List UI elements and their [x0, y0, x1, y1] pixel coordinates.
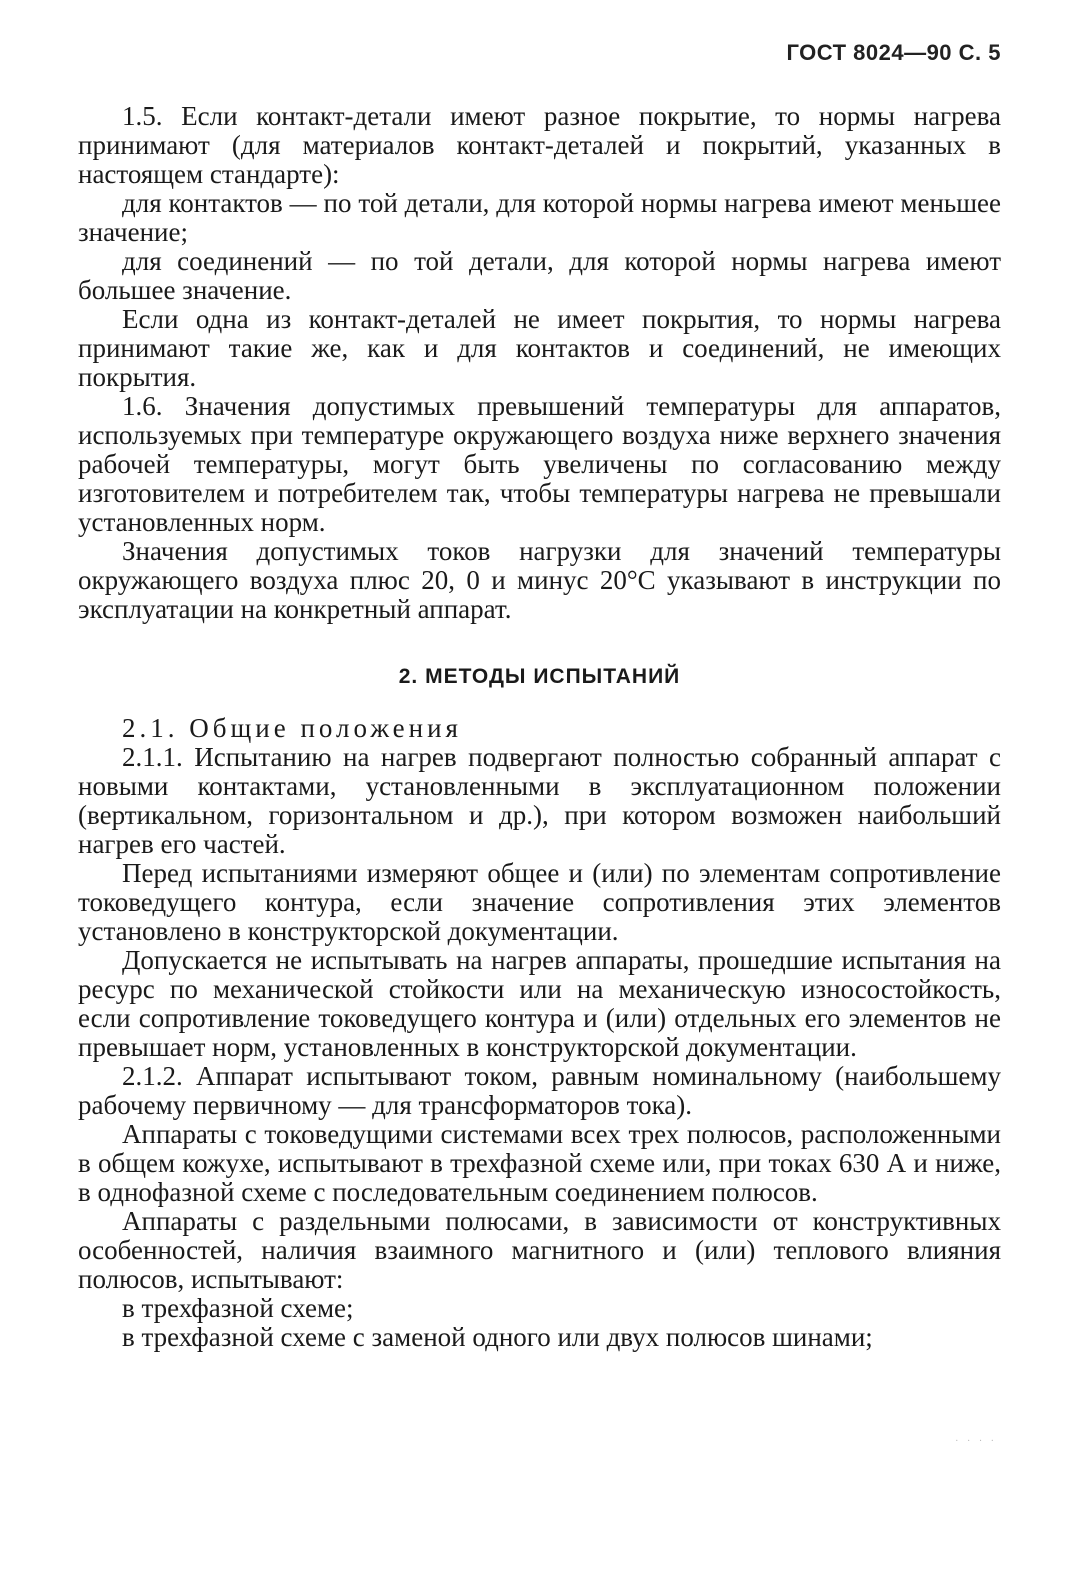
- paragraph: для соединений — по той детали, для которой нормы нагрева имеют большее значение.: [78, 246, 1001, 305]
- paragraph: 2.1.2. Аппарат испытывают током, равным номинальному (наибольшему рабочему первичному — для трансформаторов тока).: [78, 1061, 1001, 1120]
- paragraph: Аппараты с токоведущими системами всех трех полюсов, расположенными в общем кожухе, испытывают в трехфазной схеме или, при токах 630 А и ниже, в однофазной схеме с последовательным соединением полюсов.: [78, 1119, 1001, 1207]
- paragraph: для контактов — по той детали, для которой нормы нагрева имеют меньшее значение;: [78, 188, 1001, 247]
- paragraph: Значения допустимых токов нагрузки для значений температуры окружающего воздуха плюс 20, 0 и минус 20°С указывают в инструкции по эксплуатации на конкретный аппарат.: [78, 536, 1001, 624]
- paragraph: в трехфазной схеме;: [122, 1293, 354, 1323]
- scan-artifact: · · · ·: [955, 1436, 997, 1447]
- paragraph: 2.1.1. Испытанию на нагрев подвергают полностью собранный аппарат с новыми контактами, установленными в эксплуатационном положении (вертикальном, горизонтальном и др.), при котором возможен наибольший нагрев его частей.: [78, 742, 1001, 859]
- paragraph: в трехфазной схеме с заменой одного или двух полюсов шинами;: [122, 1322, 873, 1352]
- subsection-heading: 2.1. Общие положения: [122, 713, 462, 743]
- page-header: ГОСТ 8024—90 С. 5: [786, 40, 1001, 65]
- paragraph: Допускается не испытывать на нагрев аппараты, прошедшие испытания на ресурс по механической стойкости или на механическую износостойкость, если сопротивление токоведущего контура и (или) отдельных его элементов не превышает норм, установленных в конструкторской документации.: [78, 945, 1001, 1062]
- paragraph: 1.5. Если контакт-детали имеют разное покрытие, то нормы нагрева принимают (для материалов контакт-деталей и покрытий, указанных в настоящем стандарте):: [78, 101, 1001, 189]
- body-text: [78, 102, 1001, 1352]
- section-heading: 2. МЕТОДЫ ИСПЫТАНИЙ: [398, 665, 681, 688]
- paragraph: Если одна из контакт-деталей не имеет покрытия, то нормы нагрева принимают такие же, как и для контактов и соединений, не имеющих покрытия.: [78, 304, 1001, 392]
- paragraph: Аппараты с раздельными полюсами, в зависимости от конструктивных особенностей, наличия взаимного магнитного и (или) теплового влияния полюсов, испытывают:: [78, 1206, 1001, 1294]
- paragraph: Перед испытаниями измеряют общее и (или) по элементам сопротивление токоведущего контура, если значение сопротивления этих элементов установлено в конструкторской документации.: [78, 858, 1001, 946]
- paragraph: 1.6. Значения допустимых превышений температуры для аппаратов, используемых при температуре окружающего воздуха ниже верхнего значения рабочей температуры, могут быть увеличены по согласованию между изготовителем и потребителем так, чтобы температуры нагрева не превышали установленных норм.: [78, 391, 1001, 537]
